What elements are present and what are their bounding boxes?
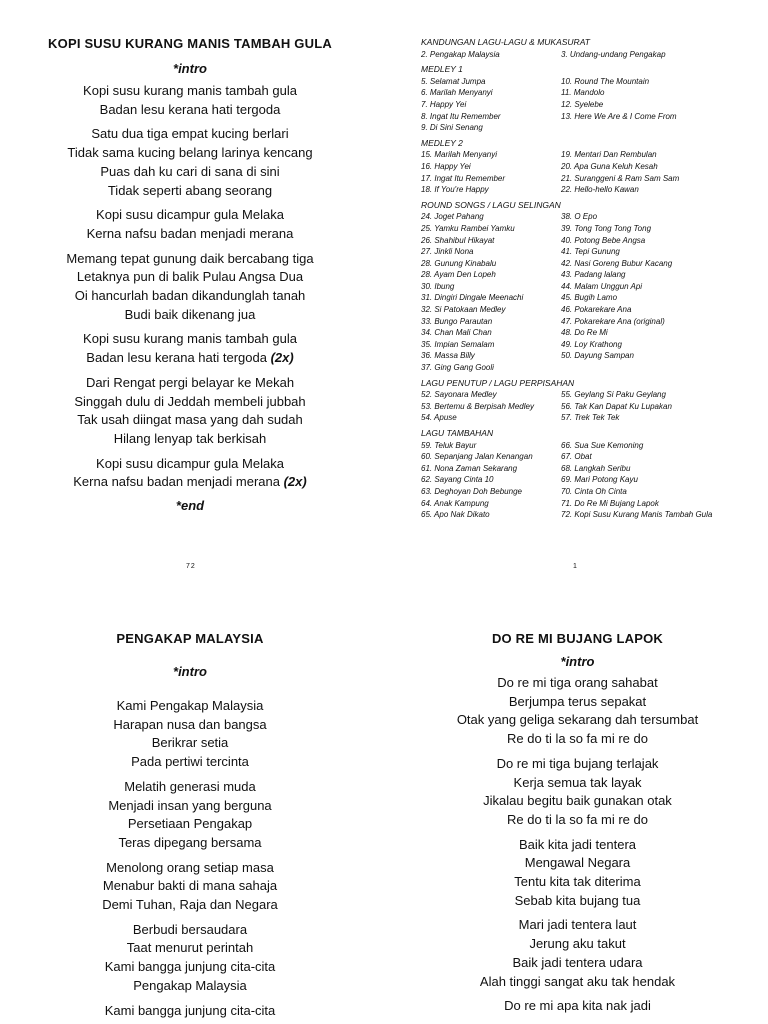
toc-row bbox=[421, 401, 761, 413]
lyric-line: Do re mi apa kita nak jadi bbox=[504, 998, 651, 1014]
lyric-line: Tidak seperti abang seorang bbox=[107, 182, 273, 198]
lyric-line: Kerna nafsu badan menjadi merana bbox=[86, 225, 294, 241]
lyric-line: Kami Pengakap Malaysia bbox=[116, 698, 264, 713]
toc-entry: 63. Deghoyan Doh Bebunge bbox=[421, 486, 522, 496]
toc-entry: 49. Loy Krathong bbox=[561, 339, 622, 349]
toc-entry: 67. Obat bbox=[561, 452, 592, 462]
lyric-line: Tidak sama kucing belang larinya kencang bbox=[67, 145, 313, 161]
toc-entry: 8. Ingat Itu Remember bbox=[421, 111, 501, 121]
toc-entry: 2. Pengakap Malaysia bbox=[421, 49, 500, 59]
toc-entry: 46. Pokarekare Ana bbox=[561, 305, 632, 315]
lyric-line: Re do ti la so fa mi re do bbox=[507, 811, 648, 827]
stanza bbox=[20, 206, 360, 243]
lyric-line: Jerung aku takut bbox=[529, 936, 626, 952]
toc-section-title: MEDLEY 1 bbox=[421, 64, 463, 75]
lyric-line: Hilang lenyap tak berkisah bbox=[113, 430, 267, 446]
toc-entry: 17. Ingat Itu Remember bbox=[421, 173, 506, 183]
toc-entry: 22. Hello-hello Kawan bbox=[561, 185, 639, 195]
toc-entry: 28. Gunung Kinabalu bbox=[421, 258, 497, 268]
toc-row bbox=[421, 76, 761, 88]
toc-row bbox=[421, 486, 761, 498]
toc-row bbox=[421, 509, 761, 521]
toc-row bbox=[421, 362, 761, 374]
repeat-mark: (2x) bbox=[270, 350, 294, 366]
lyric-line: Do re mi tiga orang sahabat bbox=[497, 675, 658, 690]
toc-row bbox=[421, 281, 761, 293]
toc-entry: 60. Sepanjang Jalan Kenangan bbox=[421, 452, 533, 462]
lyric-line: Berikrar setia bbox=[151, 735, 229, 751]
toc-entry: 35. Impian Semalam bbox=[421, 339, 495, 349]
toc-entry: 18. If You're Happy bbox=[421, 185, 489, 195]
stanza bbox=[20, 859, 360, 915]
toc-entry: 12. Syelebe bbox=[561, 99, 604, 109]
toc-row bbox=[421, 87, 761, 99]
page-number: 72 bbox=[186, 563, 196, 570]
toc-entry: 20. Apa Guna Keluh Kesah bbox=[561, 161, 658, 171]
toc-entry: 34. Chan Mali Chan bbox=[421, 328, 492, 338]
lyric-line: Kopi susu dicampur gula Melaka bbox=[96, 207, 284, 223]
toc-entry: 57. Trek Tek Tek bbox=[561, 413, 620, 423]
toc-entry: 70. Cinta Oh Cinta bbox=[561, 486, 627, 496]
lyric-line: Jikalau begitu baik gunakan otak bbox=[483, 793, 672, 809]
stanza bbox=[20, 82, 360, 119]
toc-entry: 45. Bugih Lamo bbox=[561, 293, 618, 303]
lyric-line: Sebab kita bujang tua bbox=[514, 892, 641, 908]
toc-row bbox=[421, 184, 761, 196]
lyric-line: Satu dua tiga empat kucing berlari bbox=[91, 126, 289, 142]
toc-section bbox=[421, 138, 761, 196]
stanza bbox=[405, 997, 750, 1016]
lyric-line: Tentu kita tak diterima bbox=[514, 874, 641, 890]
lyric-line: Kopi susu kurang manis tambah gula bbox=[83, 83, 297, 98]
stanza bbox=[20, 125, 360, 200]
toc-sections bbox=[421, 64, 761, 521]
toc-entry: 21. Suranggeni & Ram Sam Sam bbox=[561, 173, 680, 183]
toc-entry: 28. Ayam Den Lopeh bbox=[421, 270, 496, 280]
stanza bbox=[20, 330, 360, 367]
toc-entry: 33. Bungo Parautan bbox=[421, 316, 493, 326]
lyric-line: Mengawal Negara bbox=[524, 855, 631, 871]
stanza bbox=[20, 1002, 360, 1021]
lyric-line: Pengakap Malaysia bbox=[133, 977, 247, 993]
lyric-line: Menjadi insan yang berguna bbox=[108, 797, 272, 813]
page-number: 1 bbox=[573, 563, 578, 570]
repeat-mark: (2x) bbox=[283, 474, 307, 490]
stanza bbox=[20, 778, 360, 853]
song-page-72 bbox=[20, 36, 360, 576]
stanza bbox=[405, 674, 750, 749]
song-title: DO RE MI BUJANG LAPOK bbox=[491, 631, 664, 646]
lyric-line: Badan lesu kerana hati tergoda bbox=[99, 101, 281, 117]
lyric-line: Taat menurut perintah bbox=[126, 940, 254, 956]
lyric-line: Melatih generasi muda bbox=[124, 778, 256, 794]
toc-entry: 30. Ibung bbox=[421, 281, 455, 291]
toc-page bbox=[421, 37, 761, 547]
toc-entry: 50. Dayung Sampan bbox=[561, 351, 634, 361]
lyric-line: Kopi susu dicampur gula Melaka bbox=[96, 455, 284, 471]
toc-entry: 54. Apuse bbox=[421, 413, 457, 423]
toc-entry: 56. Tak Kan Dapat Ku Lupakan bbox=[561, 401, 672, 411]
lyric-line: Berjumpa terus sepakat bbox=[508, 693, 647, 709]
toc-entry: 11. Mandolo bbox=[561, 88, 605, 98]
toc-header-rows bbox=[421, 49, 761, 61]
toc-row bbox=[421, 99, 761, 111]
toc-row bbox=[421, 122, 761, 134]
toc-entry: 10. Round The Mountain bbox=[561, 76, 650, 86]
toc-row bbox=[421, 292, 761, 304]
toc-entry: 69. Mari Potong Kayu bbox=[561, 475, 638, 485]
toc-entry: 62. Sayang Cinta 10 bbox=[421, 475, 494, 485]
lyrics-body bbox=[20, 82, 360, 492]
lyrics-body bbox=[405, 674, 750, 1016]
lyric-line: Singgah dulu di Jeddah membeli jubbah bbox=[74, 393, 306, 409]
stanza bbox=[20, 250, 360, 325]
lyric-line: Baik kita jadi tentera bbox=[518, 836, 637, 852]
toc-entry: 64. Anak Kampung bbox=[421, 498, 489, 508]
toc-row bbox=[421, 327, 761, 339]
song-title: KOPI SUSU KURANG MANIS TAMBAH GULA bbox=[48, 36, 332, 51]
lyric-line: Baik jadi tentera udara bbox=[512, 954, 643, 970]
toc-entry: 38. O Epo bbox=[561, 212, 598, 222]
toc-entry: 6. Marilah Menyanyi bbox=[421, 88, 493, 98]
lyrics-body bbox=[20, 697, 360, 1020]
toc-entry: 19. Mentari Dan Rembulan bbox=[561, 150, 657, 160]
toc-row bbox=[421, 304, 761, 316]
lyric-line: Menabur bakti di mana sahaja bbox=[102, 878, 278, 894]
toc-entry: 26. Shahibul Hikayat bbox=[421, 235, 495, 245]
toc-entry: 61. Nona Zaman Sekarang bbox=[421, 463, 518, 473]
lyric-line: Harapan nusa dan bangsa bbox=[113, 716, 267, 732]
toc-entry: 24. Joget Pahang bbox=[421, 212, 484, 222]
toc-row bbox=[421, 389, 761, 401]
toc-entry: 43. Padang lalang bbox=[561, 270, 626, 280]
toc-entry: 41. Tepi Gunung bbox=[561, 247, 620, 257]
toc-row bbox=[421, 316, 761, 328]
toc-row bbox=[421, 350, 761, 362]
lyric-line: Badan lesu kerana hati tergoda (2x) bbox=[86, 350, 294, 366]
toc-entry: 3. Undang-undang Pengakap bbox=[561, 49, 666, 59]
toc-entry: 42. Nasi Goreng Bubur Kacang bbox=[561, 258, 673, 268]
lyric-line: Mari jadi tentera laut bbox=[518, 917, 637, 933]
toc-entry: 59. Teluk Bayur bbox=[421, 440, 477, 450]
toc-entry: 27. Jinkli Nona bbox=[421, 247, 474, 257]
toc-entry: 53. Bertemu & Berpisah Medley bbox=[421, 401, 534, 411]
intro-marker: *intro bbox=[173, 664, 207, 679]
toc-row bbox=[421, 463, 761, 475]
lyric-line: Memang tepat gunung daik bercabang tiga bbox=[66, 250, 314, 266]
toc-row bbox=[421, 412, 761, 424]
toc-entry: 55. Geylang Si Paku Geylang bbox=[561, 390, 666, 400]
toc-row bbox=[421, 49, 761, 61]
toc-entry: 15. Marilah Menyanyi bbox=[421, 150, 498, 160]
lyric-line: Berbudi bersaudara bbox=[132, 921, 248, 937]
lyric-line: Puas dah ku cari di sana di sini bbox=[100, 163, 280, 179]
toc-section-title: ROUND SONGS / LAGU SELINGAN bbox=[421, 199, 561, 210]
toc-section bbox=[421, 200, 761, 374]
toc-entry: 7. Happy Yei bbox=[421, 99, 467, 109]
stanza bbox=[20, 455, 360, 492]
toc-section-title: LAGU TAMBAHAN bbox=[421, 428, 494, 438]
lyric-line: Re do ti la so fa mi re do bbox=[507, 731, 648, 747]
toc-section bbox=[421, 428, 761, 521]
lyric-line: Teras dipegang bersama bbox=[118, 834, 262, 850]
toc-entry: 31. Dingiri Dingale Meenachi bbox=[421, 293, 524, 303]
toc-entry: 72. Kopi Susu Kurang Manis Tambah Gula bbox=[561, 510, 713, 520]
toc-row bbox=[421, 339, 761, 351]
lyric-line: Budi baik dikenang jua bbox=[124, 306, 256, 322]
toc-row bbox=[421, 149, 761, 161]
lyric-line: Persetiaan Pengakap bbox=[127, 816, 253, 832]
lyric-line: Otak yang geliga sekarang dah tersumbat bbox=[456, 712, 699, 728]
stanza bbox=[405, 836, 750, 911]
toc-entry: 71. Do Re Mi Bujang Lapok bbox=[561, 498, 659, 508]
toc-entry: 25. Yamku Rambei Yamku bbox=[421, 223, 515, 233]
toc-entry: 40. Potong Bebe Angsa bbox=[561, 235, 646, 245]
toc-section-title: LAGU PENUTUP / LAGU PERPISAHAN bbox=[421, 377, 575, 388]
toc-entry: 66. Sua Sue Kemoning bbox=[561, 440, 644, 450]
toc-title: KANDUNGAN LAGU-LAGU & MUKASURAT bbox=[421, 37, 590, 47]
toc-section bbox=[421, 64, 761, 134]
lyric-line: Oi hancurlah badan dikandunglah tanah bbox=[74, 288, 306, 304]
toc-row bbox=[421, 161, 761, 173]
toc-entry: 37. Ging Gang Gooli bbox=[421, 363, 494, 373]
toc-entry: 52. Sayonara Medley bbox=[421, 390, 497, 400]
lyric-line: Do re mi tiga bujang terlajak bbox=[496, 755, 659, 771]
song-page-doremi bbox=[405, 631, 750, 1024]
toc-row bbox=[421, 451, 761, 463]
lyric-line: Alah tinggi sangat aku tak hendak bbox=[479, 973, 676, 989]
toc-entry: 44. Malam Unggun Api bbox=[561, 281, 643, 291]
toc-entry: 9. Di Sini Senang bbox=[421, 123, 483, 133]
toc-entry: 47. Pokarekare Ana (original) bbox=[561, 316, 665, 326]
toc-row bbox=[421, 246, 761, 258]
lyric-line: Pada pertiwi tercinta bbox=[131, 754, 249, 770]
lyric-line: Tak usah diingat masa yang dah sudah bbox=[77, 412, 303, 428]
toc-row bbox=[421, 223, 761, 235]
toc-section-title: MEDLEY 2 bbox=[421, 137, 463, 148]
toc-entry: 16. Happy Yei bbox=[421, 161, 471, 171]
toc-row bbox=[421, 440, 761, 452]
lyric-line: Menolong orang setiap masa bbox=[106, 859, 274, 875]
intro-marker: *intro bbox=[173, 61, 207, 76]
lyric-line: Demi Tuhan, Raja dan Negara bbox=[102, 897, 278, 913]
toc-row bbox=[421, 474, 761, 486]
toc-row bbox=[421, 211, 761, 223]
song-title: PENGAKAP MALAYSIA bbox=[116, 631, 264, 646]
lyric-line: Kami bangga junjung cita-cita bbox=[104, 959, 276, 975]
toc-entry: 32. Si Patokaan Medley bbox=[421, 305, 506, 315]
stanza bbox=[20, 697, 360, 772]
lyric-line: Kopi susu kurang manis tambah gula bbox=[83, 331, 297, 347]
toc-entry: 5. Selamat Jumpa bbox=[421, 76, 486, 86]
toc-entry: 13. Here We Are & I Come From bbox=[561, 111, 677, 121]
toc-entry: 68. Langkah Seribu bbox=[561, 463, 631, 473]
toc-section bbox=[421, 378, 761, 424]
lyric-line: Kerna nafsu badan menjadi merana (2x) bbox=[73, 474, 307, 490]
toc-row bbox=[421, 173, 761, 185]
toc-entry: 48. Do Re Mi bbox=[561, 328, 608, 338]
stanza bbox=[20, 374, 360, 449]
lyric-line: Dari Rengat pergi belayar ke Mekah bbox=[85, 374, 295, 390]
lyric-line: Kami bangga junjung cita-cita bbox=[104, 1002, 276, 1018]
toc-row bbox=[421, 258, 761, 270]
stanza bbox=[405, 755, 750, 830]
toc-row bbox=[421, 111, 761, 123]
stanza bbox=[20, 921, 360, 996]
toc-row bbox=[421, 498, 761, 510]
stanza bbox=[405, 916, 750, 991]
toc-entry: 39. Tong Tong Tong Tong bbox=[561, 223, 652, 233]
end-marker: *end bbox=[175, 498, 205, 514]
lyric-line: Letaknya pun di balik Pulau Angsa Dua bbox=[76, 269, 304, 285]
toc-entry: 36. Massa Billy bbox=[421, 351, 475, 361]
intro-marker: *intro bbox=[560, 654, 595, 669]
toc-row bbox=[421, 269, 761, 281]
song-page-pengakap bbox=[20, 631, 360, 1024]
toc-row bbox=[421, 235, 761, 247]
toc-entry: 65. Apo Nak Dikato bbox=[421, 510, 490, 520]
lyric-line: Kerja semua tak layak bbox=[513, 774, 642, 790]
